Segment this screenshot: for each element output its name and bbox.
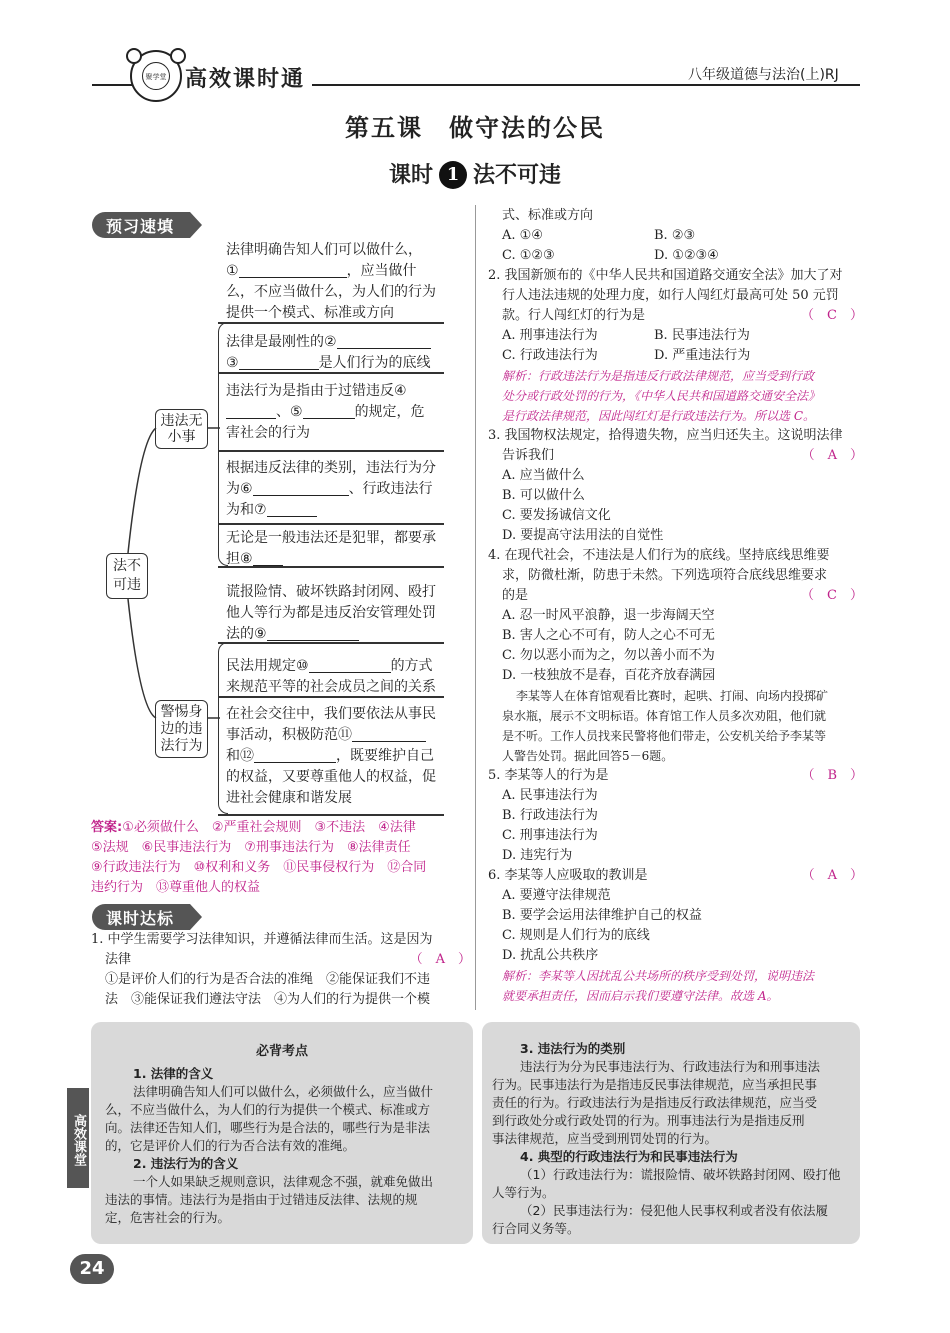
answer-line: 违约行为 ⑬尊重他人的权益: [91, 880, 261, 895]
mm-line: [226, 500, 317, 520]
q6-answer: （ A ）: [801, 868, 863, 883]
divider: [218, 523, 444, 525]
blank-6[interactable]: [253, 480, 349, 496]
box-text: 到行政处分或行政处罚的行为。刑事违法行为是指违反刑: [492, 1113, 805, 1128]
blank-4[interactable]: [226, 403, 276, 419]
explanation: 处分或行政处罚的行为，《中华人民共和国道路交通安全法》: [502, 389, 821, 403]
option[interactable]: C. 刑事违法行为: [502, 828, 598, 843]
q-options: [488, 246, 863, 266]
explanation: 就要承担责任，因而启示我们要遵守法律。故选 A。: [502, 989, 779, 1003]
mm-line: 根据违反法律的类别，违法行为分: [226, 460, 436, 476]
mm-text: 民法用规定⑩: [226, 658, 309, 674]
q-options: [488, 346, 863, 366]
answer-label: 答案:: [91, 820, 123, 835]
branch1-text: 违法无小事: [160, 413, 203, 445]
blank-2[interactable]: [337, 333, 431, 349]
option[interactable]: B. 行政违法行为: [502, 808, 598, 823]
mm-text: 的方式: [390, 658, 433, 674]
box-heading: 3. 违法行为的类别: [520, 1041, 626, 1056]
q2-answer: （ C ）: [801, 308, 863, 323]
mm-text: ③: [226, 355, 239, 371]
mm-line: 法律明确告知人们可以做什么，: [226, 242, 422, 258]
mm-line: 提供一个模式、标准或方向: [226, 305, 394, 321]
mm-line: 的权益，又要尊重他人的权益，促: [226, 769, 436, 785]
option[interactable]: A. ①④: [502, 228, 543, 243]
q-options: [488, 226, 863, 246]
option[interactable]: A. 忍一时风平浪静，退一步海阔天空: [502, 608, 715, 623]
blank-5[interactable]: [303, 403, 355, 419]
option[interactable]: B. 要学会运用法律维护自己的权益: [502, 908, 702, 923]
brand-name: 高效课时通: [185, 67, 306, 92]
passage-line: 人警告处罚。据此回答5－6题。: [502, 749, 674, 763]
mm-line: 违法行为是指由于过错违反④: [226, 383, 407, 399]
section-tag-preview: 预习速填: [92, 212, 190, 238]
q-line: 求，防微杜渐，防患于未然。下列选项符合底线思维要求: [502, 568, 828, 583]
q-line: 3. 我国物权法规定，拾得遗失物，应当归还失主。这说明法律: [488, 428, 843, 443]
mm-text: 、行政违法行: [348, 481, 433, 497]
q1-answer: （ A ）: [409, 952, 471, 967]
answer-line: ⑨行政违法行为 ⑩权利和义务 ⑪民事侵权行为 ⑫合同: [91, 860, 427, 875]
mm-line: 来规范平等的社会成员之间的关系: [226, 679, 436, 695]
q4-answer: （ C ）: [801, 588, 863, 603]
question-1: [91, 930, 471, 1010]
mm-line: [226, 725, 426, 745]
option[interactable]: B. 害人之心不可有，防人之心不可无: [502, 628, 715, 643]
option[interactable]: D. 一枝独放不是春，百花齐放春满园: [502, 668, 716, 683]
mm-text: 为⑥: [226, 481, 253, 497]
option[interactable]: B. 可以做什么: [502, 488, 585, 503]
q-options: [488, 326, 863, 346]
option[interactable]: C. ①②③: [502, 248, 555, 263]
q-line: 4. 在现代社会，不违法是人们行为的底线。坚持底线思维要: [488, 548, 830, 563]
blank-10[interactable]: [309, 657, 391, 673]
mm-line: [226, 549, 283, 569]
blank-12[interactable]: [254, 747, 336, 763]
blank-11[interactable]: [352, 726, 426, 742]
option[interactable]: A. 要遵守法律规范: [502, 888, 611, 903]
box-text: （2）民事违法行为：侵犯他人民事权利或者没有依法履: [520, 1203, 828, 1218]
grade-label: 八年级道德与法治(上)RJ: [688, 67, 839, 83]
mm-line: [226, 479, 433, 499]
header-rule-left: [92, 84, 132, 86]
answer-line: [91, 818, 469, 838]
mm-line: 在社会交往中，我们要依法从事民: [226, 706, 436, 722]
mm-text: ，应当做什: [346, 263, 417, 279]
mm-line: [226, 624, 359, 644]
lesson-number-badge: 1: [439, 161, 467, 189]
box-text: 违法的事情。违法行为是指由于过错违反法律、法规的规: [105, 1192, 418, 1207]
mm-text: 的规定，危: [354, 404, 425, 420]
answer-line: ⑤法规 ⑥民事违法行为 ⑦刑事违法行为 ⑧法律责任: [91, 840, 411, 855]
q-text: 的是: [502, 588, 529, 603]
option[interactable]: A. 刑事违法行为: [502, 328, 598, 343]
mm-line: [226, 261, 417, 281]
explanation: 解析：行政违法行为是指违反行政法律规范，应当受到行政: [502, 369, 815, 383]
divider: [218, 814, 444, 816]
mm-line: 谎报险情、破坏铁路封闭网、殴打: [226, 584, 436, 600]
mm-line: 他人等行为都是违反治安管理处罚: [226, 605, 436, 621]
q-line: 法 ③能保证我们遵法守法 ④为人们的行为提供一个模: [105, 992, 431, 1007]
q-text: 告诉我们: [502, 448, 555, 463]
column-divider: [475, 205, 476, 1010]
mm-text: 是人们行为的底线: [318, 355, 431, 371]
mm-line: [226, 402, 425, 422]
option[interactable]: C. 勿以恶小而为之，勿以善小而不为: [502, 648, 715, 663]
box-text: 的，它是评价人们的行为否合法有效的准绳。: [105, 1138, 356, 1153]
blank-3[interactable]: [239, 354, 319, 370]
blank-8[interactable]: [253, 550, 283, 566]
mm-line: 进社会健康和谐发展: [226, 790, 352, 806]
option[interactable]: D. 违宪行为: [502, 848, 573, 863]
option[interactable]: D. ①②③④: [654, 248, 719, 263]
box-text: （1）行政违法行为：谎报险情、破坏铁路封闭网、殴打他: [520, 1167, 841, 1182]
box-text: 向。法律还告知人们，哪些行为是合法的，哪些行为是非法: [105, 1120, 431, 1135]
lesson-subtitle: [0, 158, 950, 189]
branch2-text: 警惕身边的违法行为: [160, 704, 203, 754]
key-points-box-right: [482, 1022, 860, 1244]
passage-line: 泉水瓶，展示不文明标语。体育馆工作人员多次劝阻，他们就: [502, 709, 827, 723]
right-column: [488, 206, 863, 1006]
option[interactable]: D. 扰乱公共秩序: [502, 948, 599, 963]
mm-text: 法律是最刚性的②: [226, 334, 337, 350]
alarm-clock-logo-icon: [130, 50, 182, 102]
q-text: 5. 李某等人的行为是: [488, 768, 609, 783]
blank-7[interactable]: [267, 501, 317, 517]
box-text: 法律明确告知人们可以做什么，必须做什么，应当做什: [133, 1084, 434, 1099]
q3-answer: （ A ）: [801, 448, 863, 463]
option[interactable]: C. 行政违法行为: [502, 348, 598, 363]
subtitle-post: 法不可违: [473, 162, 562, 188]
q-line: ①是评价人们的行为是否合法的准绳 ②能保证我们不违: [105, 972, 431, 987]
sidebar-label: 高效课堂: [67, 1088, 89, 1188]
divider: [218, 450, 444, 452]
subtitle-pre: 课时: [388, 162, 433, 188]
q-text: 法律: [105, 952, 132, 967]
q-line: [488, 866, 863, 886]
mm-line: 么，不应当做什么，为人们的行为: [226, 284, 436, 300]
box-text: 行为。民事违法行为是指违反民事法律规范，应当承担民事: [492, 1077, 818, 1092]
box-text: 人等行为。: [492, 1185, 555, 1200]
mm-text: 法的⑨: [226, 626, 267, 642]
q-line: 1. 中学生需要学习法律知识，并遵循法律而生活。这是因为: [91, 932, 433, 947]
mindmap-connectors: [120, 240, 230, 830]
mm-text: 为和⑦: [226, 502, 267, 518]
answer-key: [91, 818, 469, 898]
mm-line: 害社会的行为: [226, 425, 310, 441]
q-line: [488, 306, 863, 326]
blank-9[interactable]: [267, 625, 359, 641]
q-line: 2. 我国新颁布的《中华人民共和国道路交通安全法》加大了对: [488, 268, 843, 283]
explanation: 是行政法律规范，因此闯红灯是行政违法行为。所以选 C。: [502, 409, 815, 423]
option[interactable]: C. 要发扬诚信文化: [502, 508, 611, 523]
q-line: 式、标准或方向: [502, 208, 594, 223]
lesson-title: 第五课 做守法的公民: [345, 113, 605, 142]
mm-text: 担⑧: [226, 551, 253, 567]
box-heading: 2. 违法行为的含义: [133, 1156, 239, 1171]
key-points-box-left: [91, 1022, 473, 1244]
box-heading: 1. 法律的含义: [133, 1066, 214, 1081]
box-title: 必背考点: [255, 1044, 308, 1059]
mm-line: [226, 332, 431, 352]
q-text: 6. 李某等人应吸取的教训是: [488, 868, 648, 883]
mm-text: ①: [226, 263, 239, 279]
option[interactable]: D. 严重违法行为: [654, 348, 751, 363]
page-number: 24: [70, 1254, 114, 1284]
explanation: 解析：李某等人因扰乱公共场所的秩序受到处罚，说明违法: [502, 969, 815, 983]
option[interactable]: B. ②③: [654, 228, 696, 243]
mm-text: 和⑫: [226, 748, 254, 764]
mm-line: [226, 353, 431, 373]
q-text: 款。行人闯红灯的行为是: [502, 308, 646, 323]
answer-text: ①必须做什么 ②严重社会规则 ③不违法 ④法律: [122, 820, 416, 835]
q-line: [488, 446, 863, 466]
section-tag-practice: 课时达标: [92, 904, 190, 930]
passage-line: 是不听。工作人员找来民警将他们带走，公安机关给予李某等: [502, 729, 827, 743]
q-line: [91, 950, 471, 970]
root-text: 法不可违: [113, 558, 141, 593]
box-text: 行合同义务等。: [492, 1221, 580, 1236]
box-text: 责任的行为。行政违法行为是指违反行政法律规范，应当受: [492, 1095, 818, 1110]
mm-line: [226, 746, 434, 766]
mm-text: 、⑤: [276, 404, 303, 420]
q-line: [488, 766, 863, 786]
box-heading: 4. 典型的行政违法行为和民事违法行为: [520, 1149, 738, 1164]
box-text: 么，不应当做什么，为人们的行为提供一个模式、标准或方: [105, 1102, 431, 1117]
box-text: 一个人如果缺乏规则意识，法律观念不强，就难免做出: [133, 1174, 434, 1189]
option[interactable]: C. 规则是人们行为的底线: [502, 928, 650, 943]
option[interactable]: D. 要提高守法用法的自觉性: [502, 528, 664, 543]
blank-1[interactable]: [239, 262, 347, 278]
option[interactable]: B. 民事违法行为: [654, 328, 750, 343]
q5-answer: （ B ）: [801, 768, 863, 783]
box-text: 定，危害社会的行为。: [105, 1210, 231, 1225]
q-line: [488, 586, 863, 606]
option[interactable]: A. 民事违法行为: [502, 788, 598, 803]
header-rule-right: [312, 84, 860, 86]
box-text: 违法行为分为民事违法行为、行政违法行为和刑事违法: [520, 1059, 821, 1074]
mm-text: 事活动，积极防范⑪: [226, 727, 352, 743]
mm-line: [226, 656, 433, 676]
mm-text: ，既要维护自己: [336, 748, 434, 764]
passage-line: 李某等人在体育馆观看比赛时，起哄、打闹、向场内投掷矿: [516, 689, 829, 703]
logo-text: 聚学堂: [142, 62, 170, 90]
box-text: 事法律规范，应当受到刑罚处罚的行为。: [492, 1131, 718, 1146]
q-line: 行人违法违规的处理力度，如行人闯红灯最高可处 50 元罚: [502, 288, 839, 303]
option[interactable]: A. 应当做什么: [502, 468, 585, 483]
mm-line: 无论是一般违法还是犯罪，都要承: [226, 530, 436, 546]
